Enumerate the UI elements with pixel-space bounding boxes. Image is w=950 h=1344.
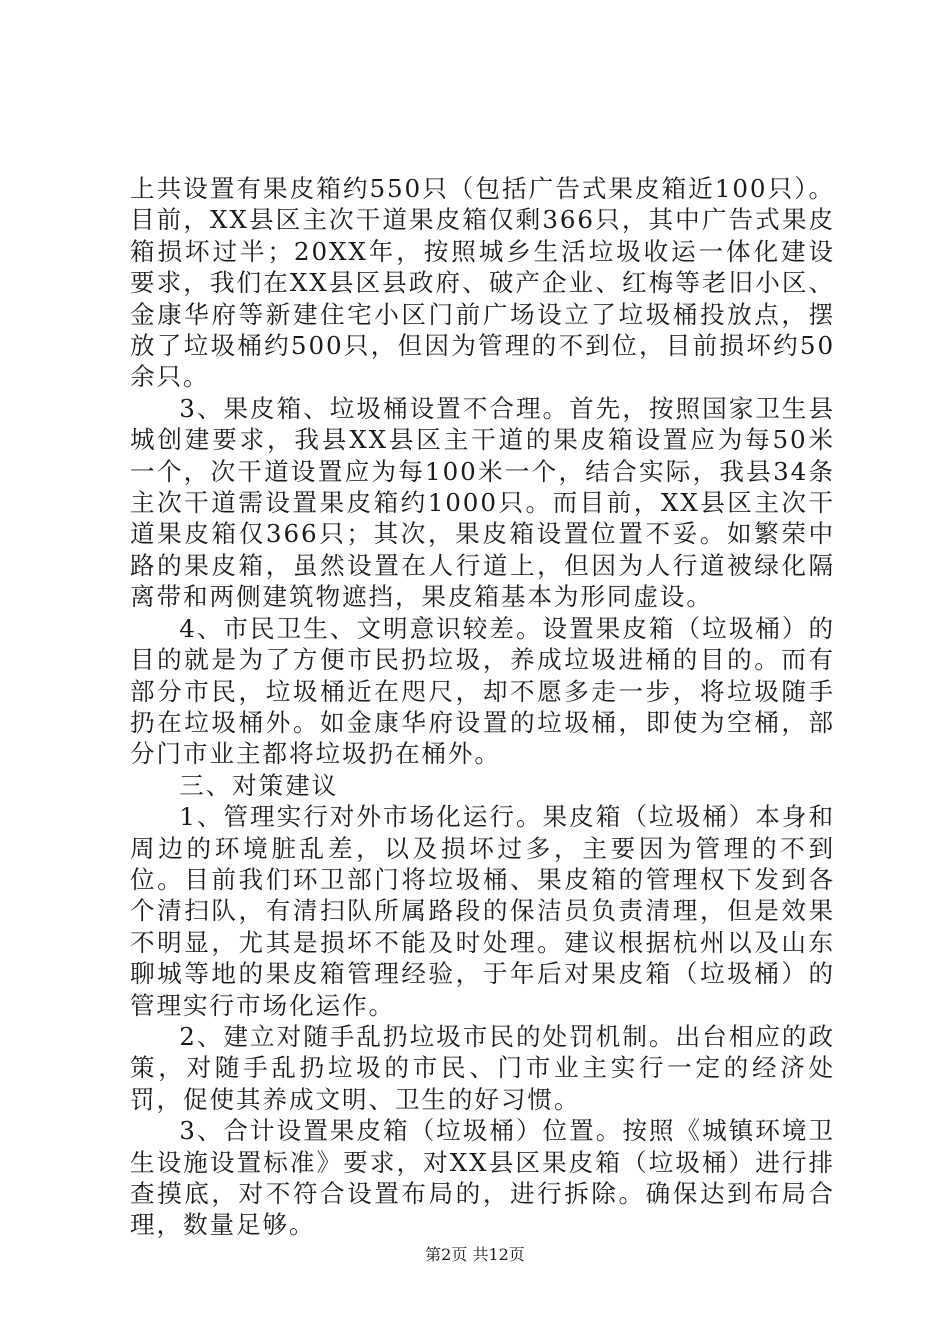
paragraph-suggestion-1: 1、管理实行对外市场化运行。果皮箱（垃圾桶）本身和周边的环境脏乱差，以及损坏过多，主要因为管理的不到位。目前我们环卫部门将垃圾桶、果皮箱的管理权下发到各个清扫队，有清扫队所属路段的保洁员负责清理，但是效果不明显，尤其是损坏不能及时处理。建议根据杭州以及山东聊城等地的果皮箱管理经验，于年后对果皮箱（垃圾桶）的管理实行市场化运作。 bbox=[130, 802, 835, 1020]
document-body bbox=[130, 173, 835, 1241]
paragraph-continuation: 上共设置有果皮箱约550只（包括广告式果皮箱近100只）。目前，XX县区主次干道果皮箱仅剩366只，其中广告式果皮箱损坏过半；20XX年，按照城乡生活垃圾收运一体化建设要求，我们在XX县区县政府、破产企业、红梅等老旧小区、金康华府等新建住宅小区门前广场设立了垃圾桶投放点，摆放了垃圾桶约500只，但因为管理的不到位，目前损坏约50余只。 bbox=[130, 174, 835, 392]
page-number-footer: 第2页 共12页 bbox=[425, 1245, 525, 1264]
section-heading-countermeasures: 三、对策建议 bbox=[179, 770, 339, 800]
paragraph-point-3: 3、果皮箱、垃圾桶设置不合理。首先，按照国家卫生县城创建要求，我县XX县区主干道的果皮箱设置应为每50米一个，次干道设置应为每100米一个，结合实际，我县34条主次干道需设置果皮箱约1000只。而目前，XX县区主次干道果皮箱仅366只；其次，果皮箱设置位置不妥。如繁荣中路的果皮箱，虽然设置在人行道上，但因为人行道被绿化隔离带和两侧建筑物遮挡，果皮箱基本为形同虚设。 bbox=[130, 393, 835, 612]
paragraph-point-4: 4、市民卫生、文明意识较差。设置果皮箱（垃圾桶）的目的就是为了方便市民扔垃圾，养成垃圾进桶的目的。而有部分市民，垃圾桶近在咫尺，却不愿多走一步，将垃圾随手扔在垃圾桶外。如金康华府设置的垃圾桶，即使为空桶，部分门市业主都将垃圾扔在桶外。 bbox=[130, 613, 835, 769]
paragraph-suggestion-2: 2、建立对随手乱扔垃圾市民的处罚机制。出台相应的政策，对随手乱扔垃圾的市民、门市业主实行一定的经济处罚，促使其养成文明、卫生的好习惯。 bbox=[130, 1021, 835, 1114]
paragraph-suggestion-3: 3、合计设置果皮箱（垃圾桶）位置。按照《城镇环境卫生设施设置标准》要求，对XX县区果皮箱（垃圾桶）进行排查摸底，对不符合设置布局的，进行拆除。确保达到布局合理，数量足够。 bbox=[130, 1116, 835, 1240]
